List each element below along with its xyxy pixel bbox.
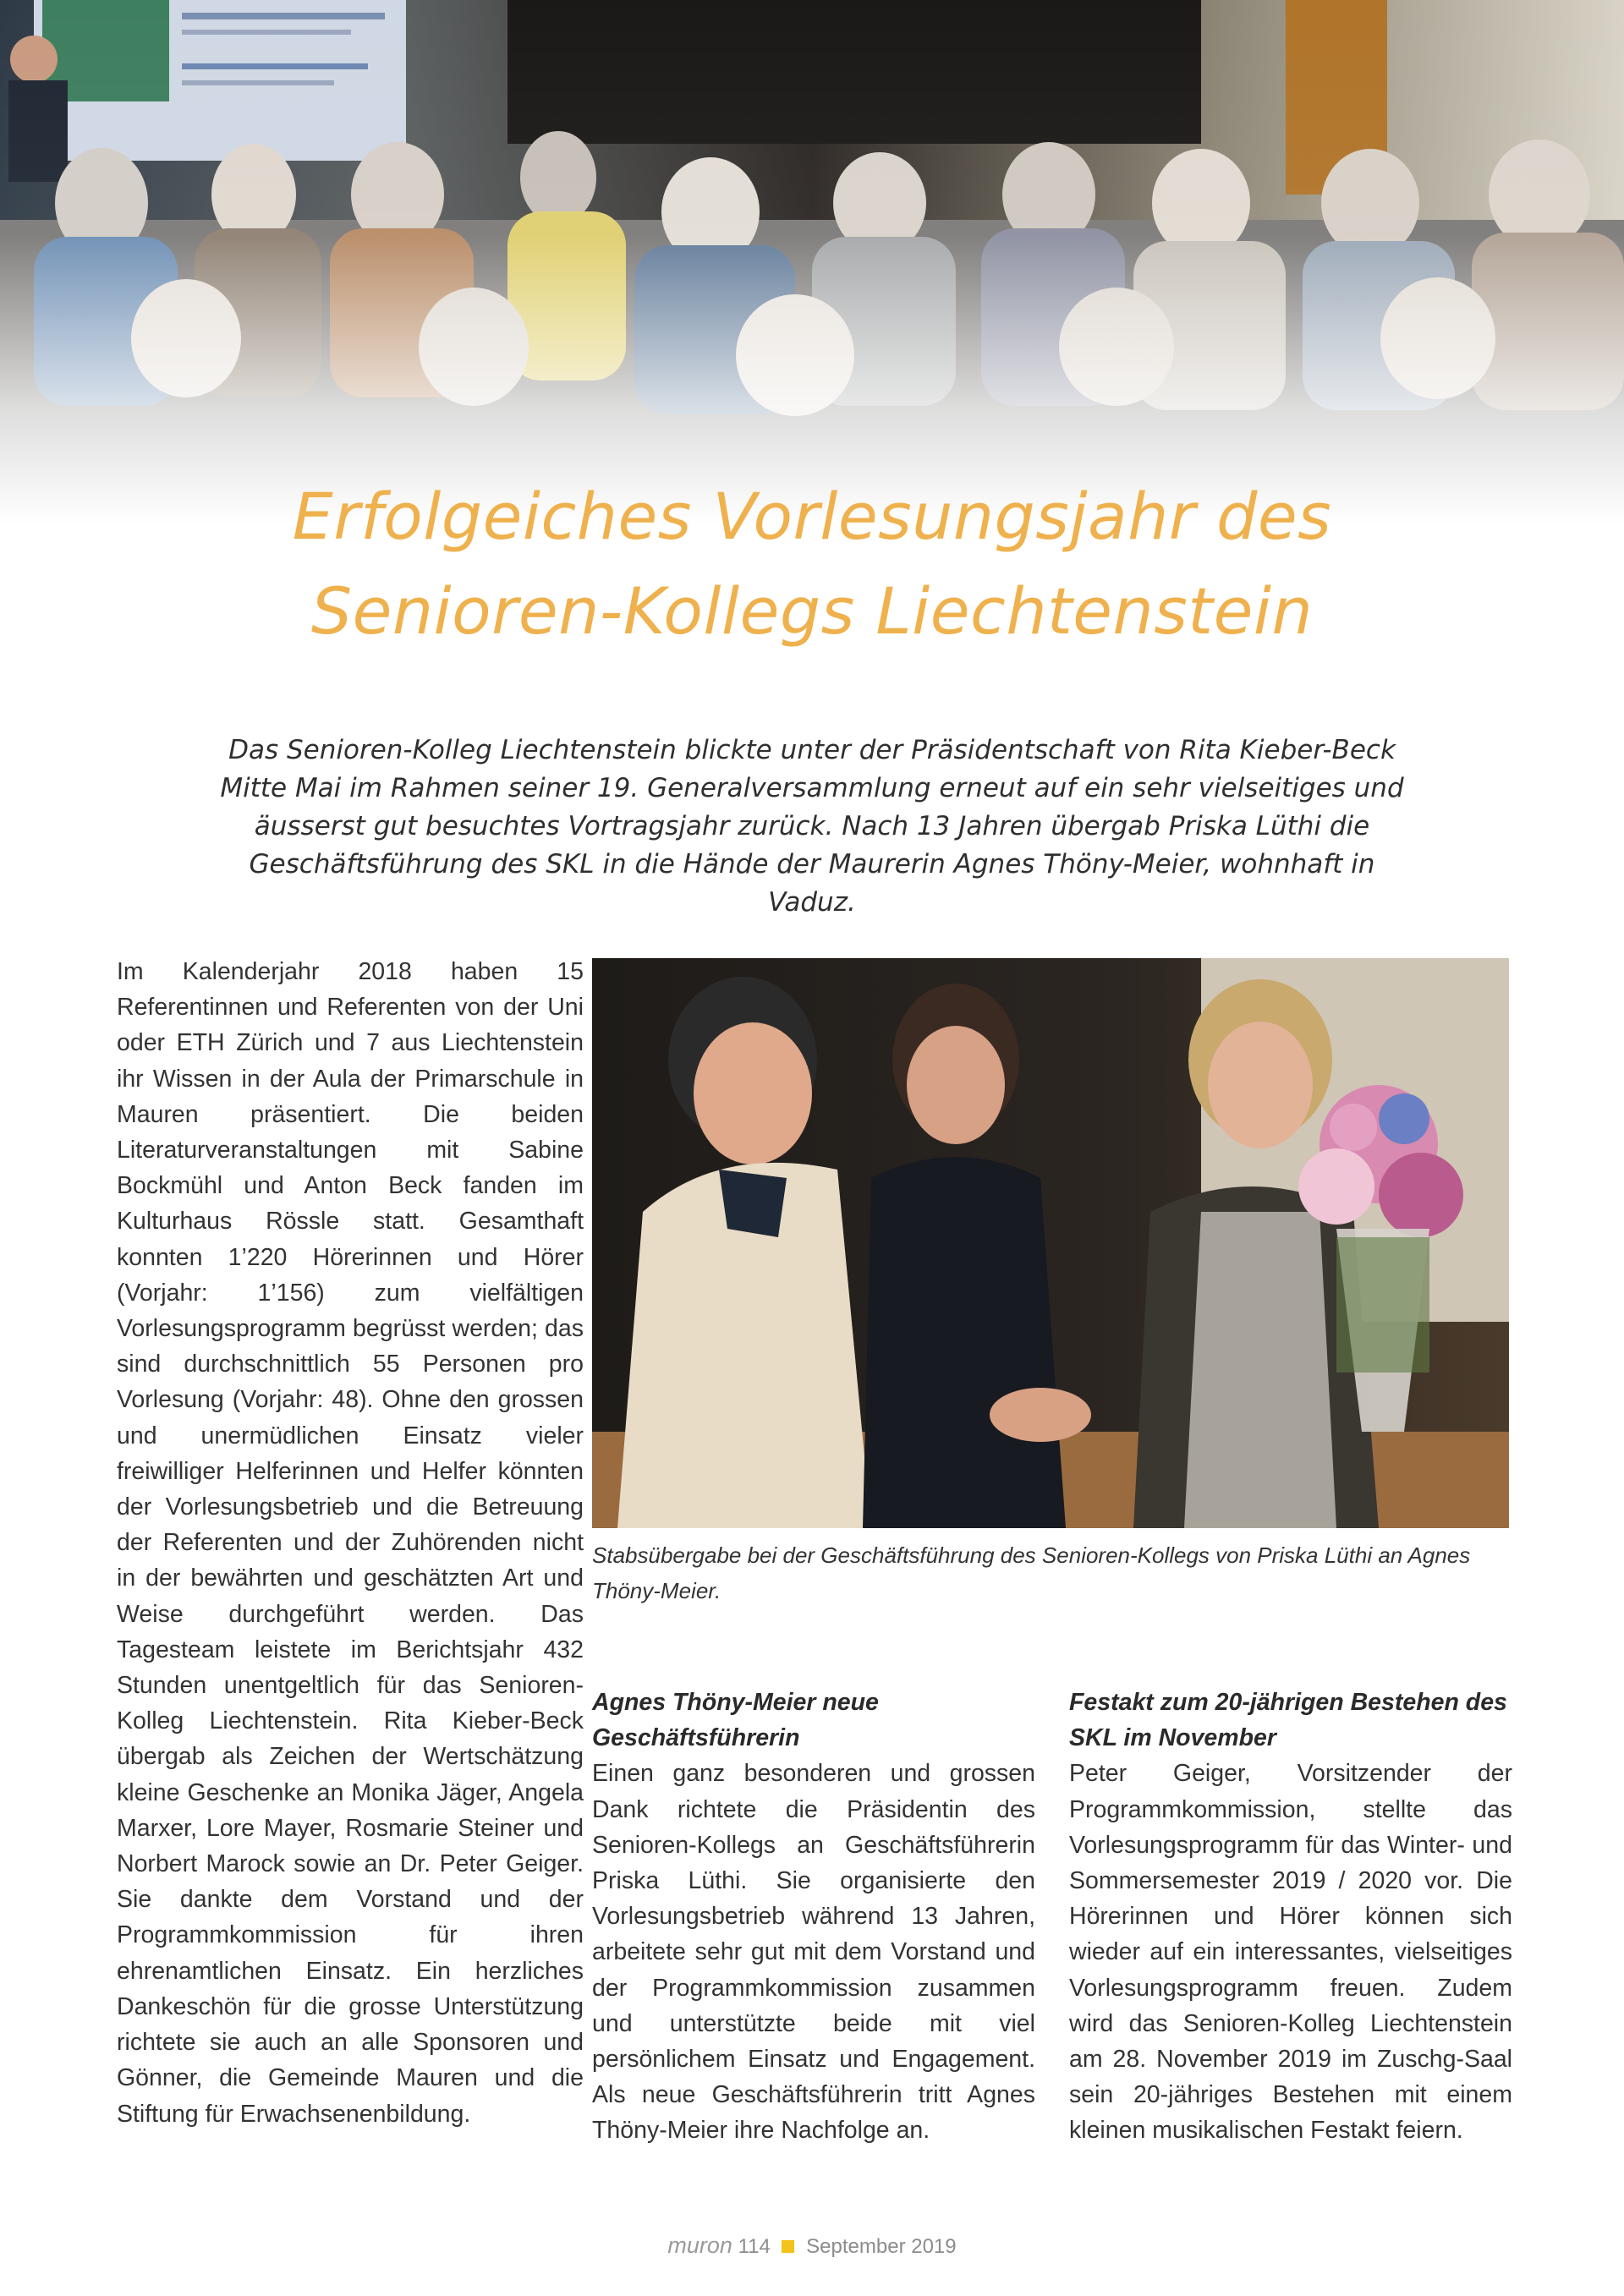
- section-heading-new-manager: Agnes Thöny-Meier neue Geschäftsführerin: [592, 1689, 879, 1752]
- body-column-left: Im Kalenderjahr 2018 haben 15 Referentinnen und Referenten von der Uni oder ETH Zürich und 7 aus Liechtenstein ihr Wissen in der Aula der Primarschule in Mauren präsentiert. Die beiden Literaturveranstaltungen mit Sabine Bockmühl und Anton Beck fanden im Kulturhaus Rössle statt. Gesamthaft konnten 1’220 Hörerinnen und Hörer (Vorjahr: 1’156) zum vielfältigen Vorlesungsprogramm begrüsst werden; das sind durchschnittlich 55 Personen pro Vorlesung (Vorjahr: 48). Ohne den grossen und unermüdlichen Einsatz vieler freiwilliger Helferinnen und Helfer könnten der Vorlesungsbetrieb und die Betreuung der Referenten und der Zuhörenden nicht in der bewährten und geschätzten Art und Weise durchgeführt werden. Das Tagesteam leistete im Berichtsjahr 432 Stunden unentgeltlich für das Senioren-Kolleg Liechtenstein. Rita Kieber-Beck übergab als Zeichen der Wertschätzung kleine Geschenke an Monika Jäger, Angela Marxer, Lore Mayer, Rosmarie Steiner und Norbert Marock sowie an Dr. Peter Geiger. Sie dankte dem Vorstand und der Programmkommission für ihren ehrenamtlichen Einsatz. Ein herzliches Dankeschön für die grosse Unterstützung richtete sie auch an alle Sponsoren und Gönner, die Gemeinde Mauren und die Stiftung für Erwachsenenbildung.: [117, 958, 584, 2128]
- footer-date: September 2019: [806, 2235, 957, 2258]
- photo-caption: Stabsübergabe bei der Geschäftsführung des Senioren-Kollegs von Priska Lüthi an Agnes Thöny-Meier.: [592, 1543, 1471, 1603]
- article-title-line-2: Senioren-Kollegs Liechtenstein: [310, 573, 1314, 649]
- section-text-new-manager: Einen ganz besonderen und grossen Dank richtete die Präsidentin des Senioren-Kollegs an Geschäftsführerin Priska Lüthi. Sie organisierte den Vorlesungsbetrieb während 13 Jahren, arbeitete sehr gut mit dem Vorstand und der Programmkommission zusammen und unterstützte beide mit viel persönlichem Einsatz und Engagement. Als neue Geschäftsführerin tritt Agnes Thöny-Meier ihre Nachfolge an.: [592, 1760, 1035, 2145]
- body-column-right: [1069, 1685, 1512, 2149]
- article-title-line-1: Erfolgeiches Vorlesungsjahr des: [292, 479, 1332, 554]
- footer-issue: 114: [738, 2235, 771, 2258]
- photo-handover: [592, 958, 1509, 1528]
- section-text-anniversary: Peter Geiger, Vorsitzender der Programmkommission, stellte das Vorlesungsprogramm für das Winter- und Sommersemester 2019 / 2020 vor. Die Hörerinnen und Hörer können sich wieder auf ein interessantes, vielseitiges Vorlesungsprogramm freuen. Zudem wird das Senioren-Kolleg Liechtenstein am 28. November 2019 im Zuschg-Saal sein 20-jähriges Bestehen mit einem kleinen musikalischen Festakt feiern.: [1069, 1760, 1512, 2145]
- hero-photo-audience: [0, 0, 1624, 524]
- section-heading-anniversary: Festakt zum 20-jährigen Bestehen des SKL im November: [1069, 1689, 1507, 1752]
- article-title: [0, 469, 1624, 659]
- article-lead: Das Senioren-Kolleg Liechtenstein blickte unter der Präsidentschaft von Rita Kieber-Beck Mitte Mai im Rahmen seiner 19. Generalversammlung erneut auf ein sehr vielseitiges und äusserst gut besuchtes Vortragsjahr zurück. Nach 13 Jahren übergab Priska Lüthi die Geschäftsführung des SKL in die Hände der Maurerin Agnes Thöny-Meier, wohnhaft in Vaduz.: [220, 735, 1404, 918]
- footer-square-icon: [782, 2240, 794, 2253]
- page-footer: [0, 2233, 1624, 2259]
- body-column-middle: [592, 1685, 1035, 2149]
- footer-brand: muron: [667, 2233, 732, 2258]
